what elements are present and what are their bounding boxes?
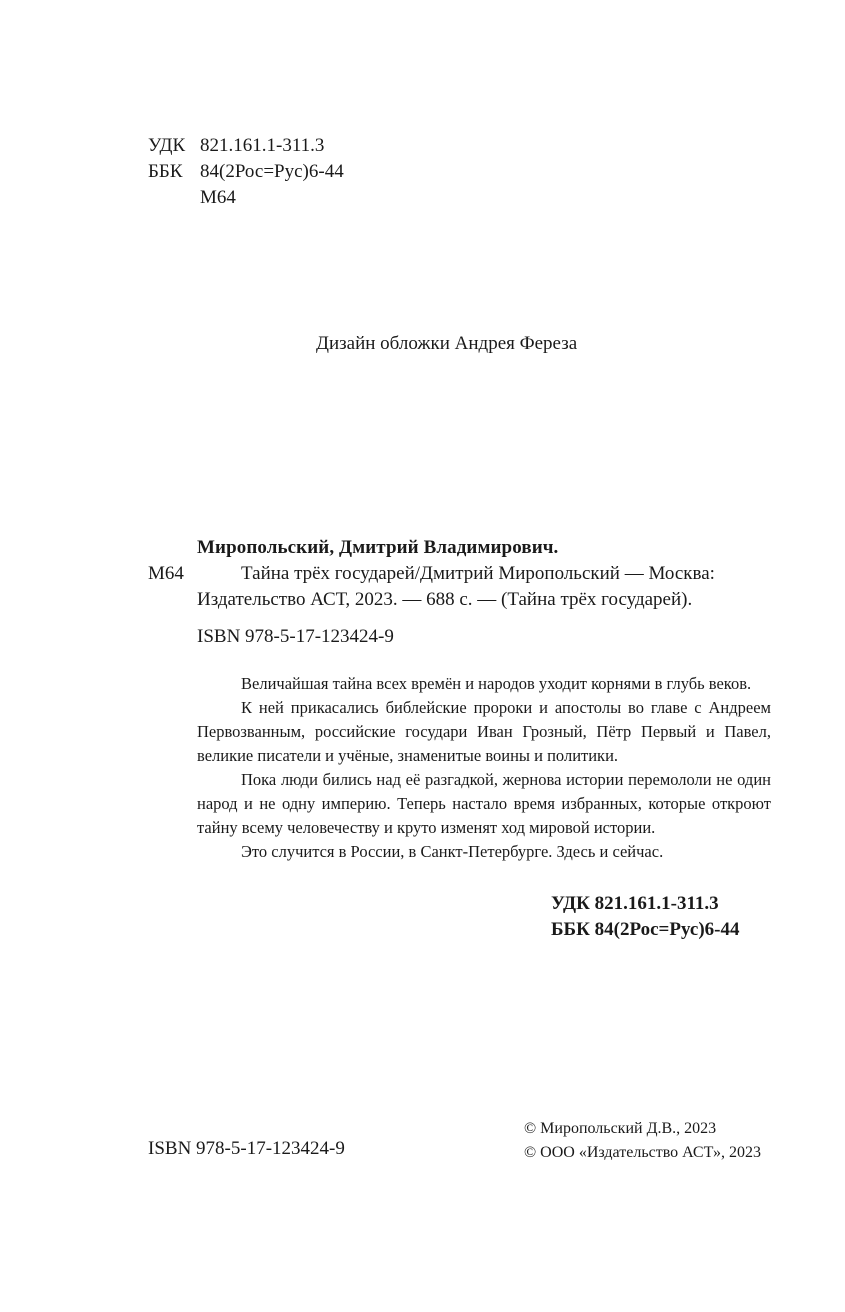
index-bbk: ББК 84(2Рос=Рус)6-44 xyxy=(551,919,740,940)
bibliography-isbn: ISBN 978-5-17-123424-9 xyxy=(197,626,394,647)
index-codes xyxy=(551,891,739,943)
udk-line xyxy=(148,133,324,159)
annotation xyxy=(197,672,771,864)
bibliography-publisher-line: Издательство АСТ, 2023. — 688 с. — (Тайна трёх государей). xyxy=(197,589,693,610)
annotation-paragraph: Величайшая тайна всех времён и народов уходит корнями в глубь веков. xyxy=(241,674,752,693)
author-name: Миропольский, Дмитрий Владимирович. xyxy=(197,537,559,558)
annotation-paragraph: К ней прикасались библейские пророки и апостолы во главе с Андреем Первозванным, российские государи Иван Грозный, Пётр Первый и Павел, великие писатели и учёные, знаменитые воины и политики. xyxy=(197,698,771,765)
copyright-author: © Миропольский Д.В., 2023 xyxy=(524,1120,717,1137)
index-udk: УДК 821.161.1-311.3 xyxy=(551,893,719,914)
udk-label: УДК xyxy=(148,135,186,156)
cover-credit: Дизайн обложки Андрея Фереза xyxy=(316,333,578,354)
bbk-line xyxy=(148,159,344,185)
footer-isbn: ISBN 978-5-17-123424-9 xyxy=(148,1138,345,1159)
copyright-publisher: © ООО «Издательство АСТ», 2023 xyxy=(524,1144,761,1161)
author-code: М64 xyxy=(200,187,236,208)
bibliography-code: М64 xyxy=(148,563,184,584)
udk-value: 821.161.1-311.3 xyxy=(200,135,325,156)
annotation-paragraph: Это случится в России, в Санкт-Петербурге. Здесь и сейчас. xyxy=(241,842,664,861)
bbk-label: ББК xyxy=(148,161,183,182)
bbk-value: 84(2Рос=Рус)6-44 xyxy=(200,161,344,182)
bibliography-title-line: Тайна трёх государей/Дмитрий Миропольский — Москва: xyxy=(241,563,715,584)
copyright-block xyxy=(524,1117,761,1165)
annotation-paragraph: Пока люди бились над её разгадкой, жернова истории перемололи не один народ и не одну империю. Теперь настало время избранных, которые откроют тайну всему человечеству и круто изменят ход мировой истории. xyxy=(197,770,771,837)
